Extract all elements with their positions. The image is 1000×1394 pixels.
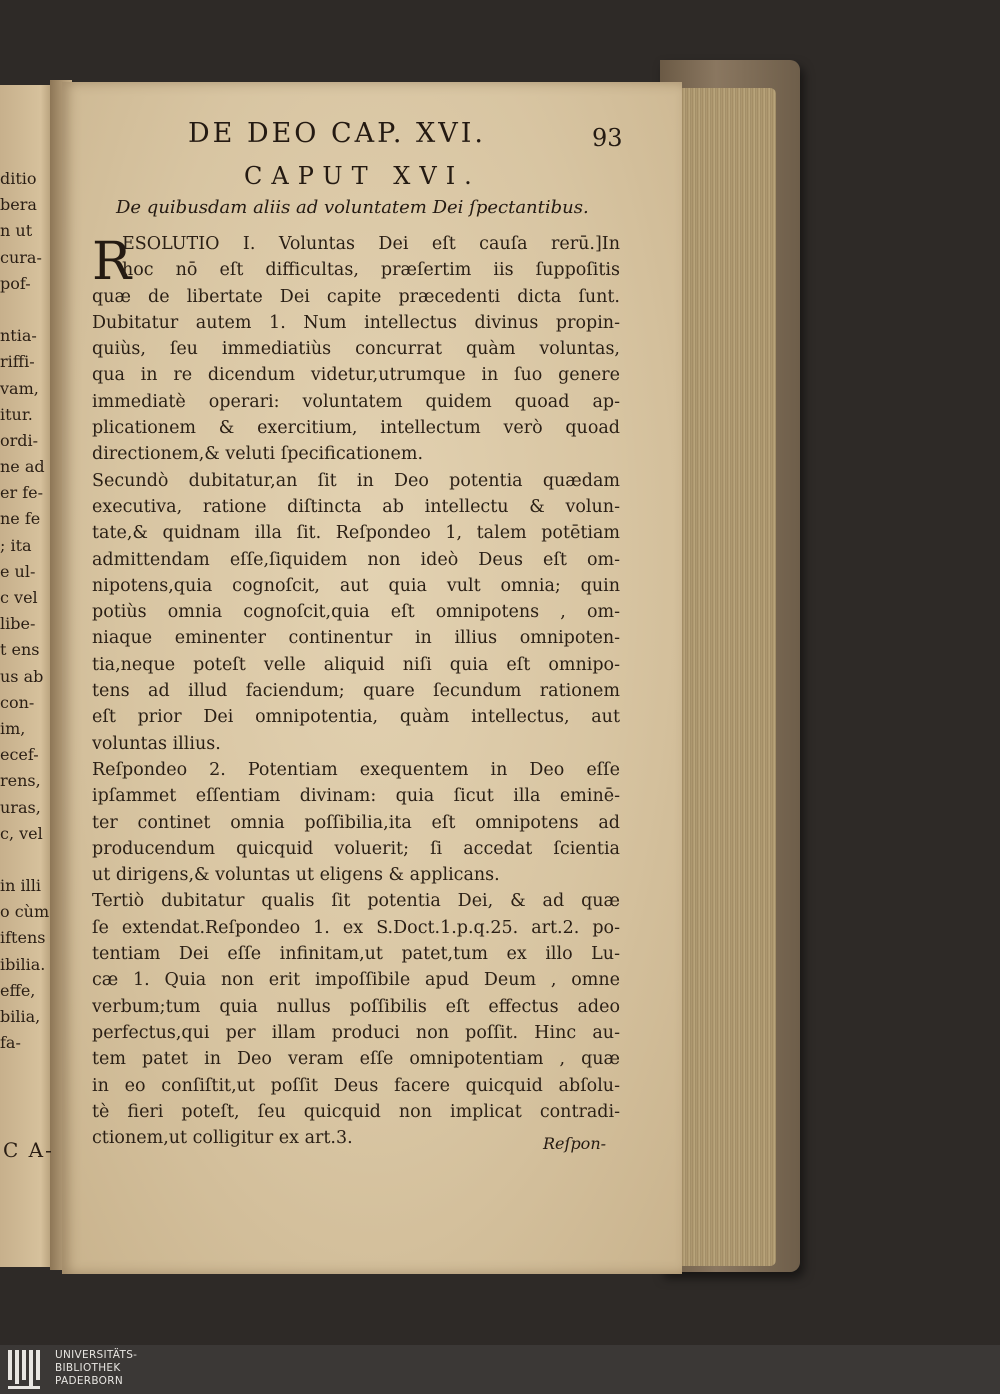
left-fragment (0, 297, 56, 323)
text-line: directionem,& veluti ſpecificationem. (92, 444, 424, 465)
left-fragment: us ab (0, 666, 44, 686)
text-line: executiva, ratione diſtincta ab intellectu & volun- (92, 496, 620, 517)
text-line: cæ 1. Quia non erit impoſſibile apud Deum , omne (92, 970, 620, 991)
left-fragment: im, (0, 718, 26, 738)
chapter-heading: CAPUT XVI. (244, 162, 481, 190)
left-fragment: iftens (0, 928, 46, 948)
text-line: tate,& quidnam illa ſit. Reſpondeo 1, talem potētiam (92, 523, 620, 544)
text-line: ut dirigens,& voluntas ut eligens & applicans. (92, 865, 500, 886)
left-fragment: t ens (0, 640, 40, 660)
left-fragment: bera (0, 195, 37, 215)
left-fragment: ditio (0, 169, 37, 188)
left-fragment: riffi- (0, 352, 35, 372)
left-fragment: rens, (0, 771, 41, 791)
text-line: immediatè operari: voluntatem quidem quoad ap- (92, 391, 620, 412)
text-line: Tertiò dubitatur qualis ſit potentia Dei, & ad quæ (92, 891, 620, 912)
text-line: quæ de libertate Dei capite præcedenti dicta ſunt. (92, 286, 620, 307)
left-fragment: pof- (0, 273, 31, 293)
running-head: DE DEO CAP. XVI. (188, 118, 487, 149)
text-line: tentiam Dei eſſe infinitam,ut patet,tum ex illo Lu- (92, 944, 620, 965)
text-line: nipotens,quia cognoſcit, aut quia vult omnia; quin (92, 575, 620, 596)
text-line: admittendam eſſe,ſiquidem non ideò Deus eſt om- (92, 549, 620, 570)
left-page-text-fragments (0, 166, 56, 1056)
left-fragment: c, vel (0, 823, 43, 843)
left-fragment: ne fe (0, 509, 41, 529)
text-line: potiùs omnia cognoſcit,quia eſt omnipotens , om- (92, 602, 620, 623)
library-name-line2: BIBLIOTHEK (55, 1362, 121, 1374)
page-number: 93 (592, 124, 623, 152)
left-fragment: ; ita (0, 535, 32, 555)
left-fragment: ibilia. (0, 954, 46, 974)
text-line: Reſpondeo 2. Potentiam exequentem in Deo eſſe (92, 759, 620, 780)
catchword: Reſpon- (543, 1134, 607, 1153)
library-name (55, 1349, 137, 1388)
left-fragment: ne ad (0, 457, 45, 477)
body-text (92, 231, 620, 1151)
left-fragment: c vel (0, 588, 38, 607)
left-fragment: fa- (0, 1033, 21, 1053)
library-name-line1: UNIVERSITÄTS- (55, 1349, 138, 1361)
text-line: ctionem,ut colligitur ex art.3. (92, 1128, 353, 1149)
text-line: tem patet in Deo veram eſſe omnipotentiam , quæ (92, 1049, 620, 1070)
text-line: ESOLUTIO I. Voluntas Dei eſt cauſa rerū.]In (122, 234, 620, 254)
left-fragment: itur. (0, 404, 33, 424)
left-fragment: bilia, (0, 1007, 41, 1026)
left-fragment: ecef- (0, 745, 39, 765)
left-fragment: ntia- (0, 326, 37, 346)
left-fragment: libe- (0, 614, 36, 634)
text-line: ſe extendat.Reſpondeo 1. ex S.Doct.1.p.q.25. art.2. po- (92, 917, 620, 938)
left-fragment (0, 847, 56, 873)
text-line: ter continet omnia poſſibilia,ita eſt omnipotens ad (92, 812, 620, 833)
text-line: niaque eminenter continentur in illius omnipoten- (92, 628, 620, 649)
left-fragment: n ut (0, 221, 33, 241)
drop-cap: R (92, 232, 132, 292)
left-fragment: in illi (0, 876, 41, 896)
text-line: eſt prior Dei omnipotentia, quàm intellectus, aut (92, 707, 620, 728)
left-fragment: er fe- (0, 483, 43, 503)
left-fragment: e ul- (0, 561, 36, 581)
text-line: quiùs, ſeu immediatiùs concurrat quàm voluntas, (92, 339, 620, 360)
text-line: tia,neque poteſt velle aliquid niſi quia eſt omnipo- (92, 654, 620, 675)
left-fragment: ordi- (0, 430, 39, 450)
chapter-subtitle: De quibusdam aliis ad voluntatem Dei ſpectantibus. (116, 197, 589, 218)
page-edges (676, 88, 776, 1266)
text-line: hoc nō eſt difficultas, præſertim iis ſuppoſitis (122, 260, 620, 281)
left-page-catchword: C A- (3, 1138, 54, 1162)
text-line: producendum quicquid voluerit; ſi accedat ſcientia (92, 838, 620, 859)
text-line: Secundò dubitatur,an ſit in Deo potentia quædam (92, 470, 620, 491)
text-line: in eo conſiſtit,ut poſſit Deus facere quicquid abſolu- (92, 1075, 620, 1096)
library-footer (0, 1345, 1000, 1394)
left-fragment: con- (0, 692, 35, 712)
text-line: qua in re dicendum videtur,utrumque in ſuo genere (92, 365, 620, 386)
text-line: tè fieri poteſt, ſeu quicquid non implicat contradi- (92, 1101, 620, 1122)
text-line: perfectus,qui per illam produci non poſſit. Hinc au- (92, 1022, 620, 1043)
text-line: plicationem & exercitium, intellectum verò quoad (92, 418, 620, 439)
text-line: ipſammet eſſentiam divinam: quia ſicut illa eminē- (92, 786, 620, 807)
left-fragment: o cùm (0, 902, 50, 922)
left-fragment: vam, (0, 378, 39, 398)
left-fragment: uras, (0, 797, 41, 817)
text-line: verbum;tum quia nullus poſſibilis eſt effectus adeo (92, 996, 620, 1017)
text-line: Dubitatur autem 1. Num intellectus divinus propin- (92, 312, 620, 333)
text-line: voluntas illius. (92, 733, 221, 754)
library-logo-icon (6, 1347, 46, 1392)
left-fragment: cura- (0, 247, 42, 267)
text-line: tens ad illud faciendum; quare ſecundum rationem (92, 681, 620, 702)
left-fragment: effe, (0, 980, 36, 1000)
library-name-line3: PADERBORN (55, 1375, 123, 1387)
